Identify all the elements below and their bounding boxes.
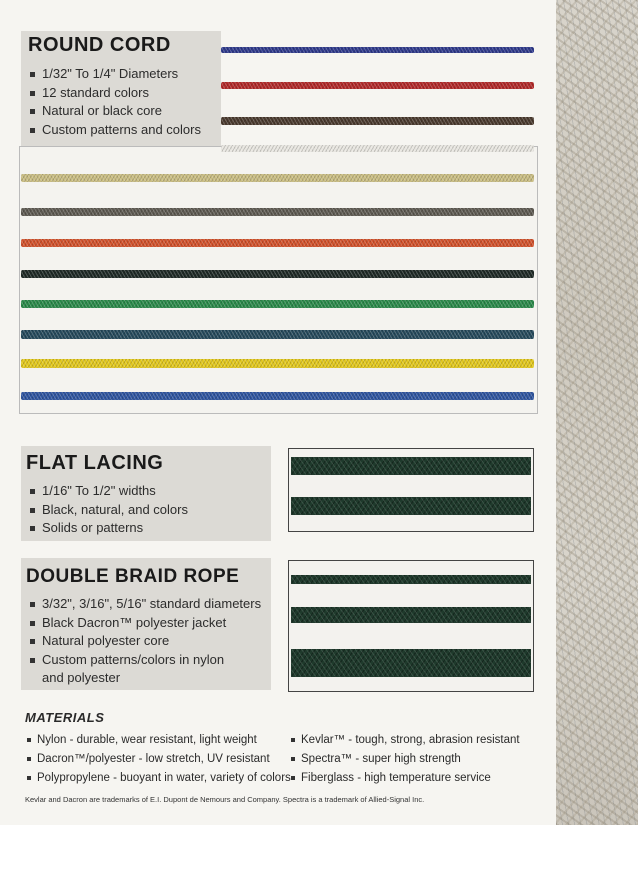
round-cord-sample (21, 239, 534, 247)
flat-lacing-bullet: Black, natural, and colors (28, 501, 188, 520)
round-cord-bullet: 12 standard colors (28, 84, 201, 103)
round-cord-title: ROUND CORD (28, 34, 171, 56)
round-cord-sample (221, 82, 534, 89)
material-item: Nylon - durable, wear resistant, light weight (27, 731, 291, 750)
page-bottom-margin (0, 825, 638, 877)
round-cord-sample (21, 270, 534, 278)
flat-lacing-bullet: Solids or patterns (28, 519, 188, 538)
flat-lacing-sample-box (288, 448, 534, 532)
double-braid-bullet: 3/32", 3/16", 5/16" standard diameters (28, 595, 261, 614)
round-cord-sample (21, 330, 534, 339)
materials-title: MATERIALS (25, 710, 105, 725)
double-braid-bullets (28, 595, 261, 688)
cord-photo-strip (556, 0, 638, 825)
double-braid-bullet: Custom patterns/colors in nylon (28, 651, 261, 670)
double-braid-title: DOUBLE BRAID ROPE (26, 566, 240, 587)
double-braid-sample (291, 649, 531, 677)
round-cord-sample (221, 47, 534, 53)
flat-lacing-title: FLAT LACING (26, 452, 164, 474)
materials-list-left (27, 731, 291, 788)
double-braid-sample (291, 575, 531, 584)
flat-lacing-sample (291, 457, 531, 475)
round-cord-sample (21, 300, 534, 308)
round-cord-sample (21, 359, 534, 368)
round-cord-bullet: Natural or black core (28, 102, 201, 121)
material-item: Kevlar™ - tough, strong, abrasion resistant (291, 731, 520, 750)
material-item: Dacron™/polyester - low stretch, UV resistant (27, 750, 291, 769)
double-braid-sample-box (288, 560, 534, 692)
material-item: Fiberglass - high temperature service (291, 769, 520, 788)
materials-list-right (291, 731, 520, 788)
material-item: Polypropylene - buoyant in water, variety of colors (27, 769, 291, 788)
material-item: Spectra™ - super high strength (291, 750, 520, 769)
double-braid-bullet: Natural polyester core (28, 632, 261, 651)
round-cord-sample (21, 392, 534, 400)
flat-lacing-bullets (28, 482, 188, 538)
round-cord-bullet: Custom patterns and colors (28, 121, 201, 140)
double-braid-sample (291, 607, 531, 623)
round-cord-sample (21, 208, 534, 216)
flat-lacing-bullet: 1/16" To 1/2" widths (28, 482, 188, 501)
round-cord-sample (21, 174, 534, 182)
double-braid-continuation: and polyester (42, 670, 121, 685)
double-braid-bullet: Black Dacron™ polyester jacket (28, 614, 261, 633)
round-cord-sample (221, 117, 534, 125)
round-cord-sample (221, 145, 534, 152)
round-cord-bullets (28, 65, 201, 139)
round-cord-bullet: 1/32" To 1/4" Diameters (28, 65, 201, 84)
trademark-note: Kevlar and Dacron are trademarks of E.I. Dupont de Nemours and Company. Spectra is a trademark of Allied-Signal Inc. (25, 795, 425, 804)
round-cord-frame (19, 146, 538, 414)
flat-lacing-sample (291, 497, 531, 515)
